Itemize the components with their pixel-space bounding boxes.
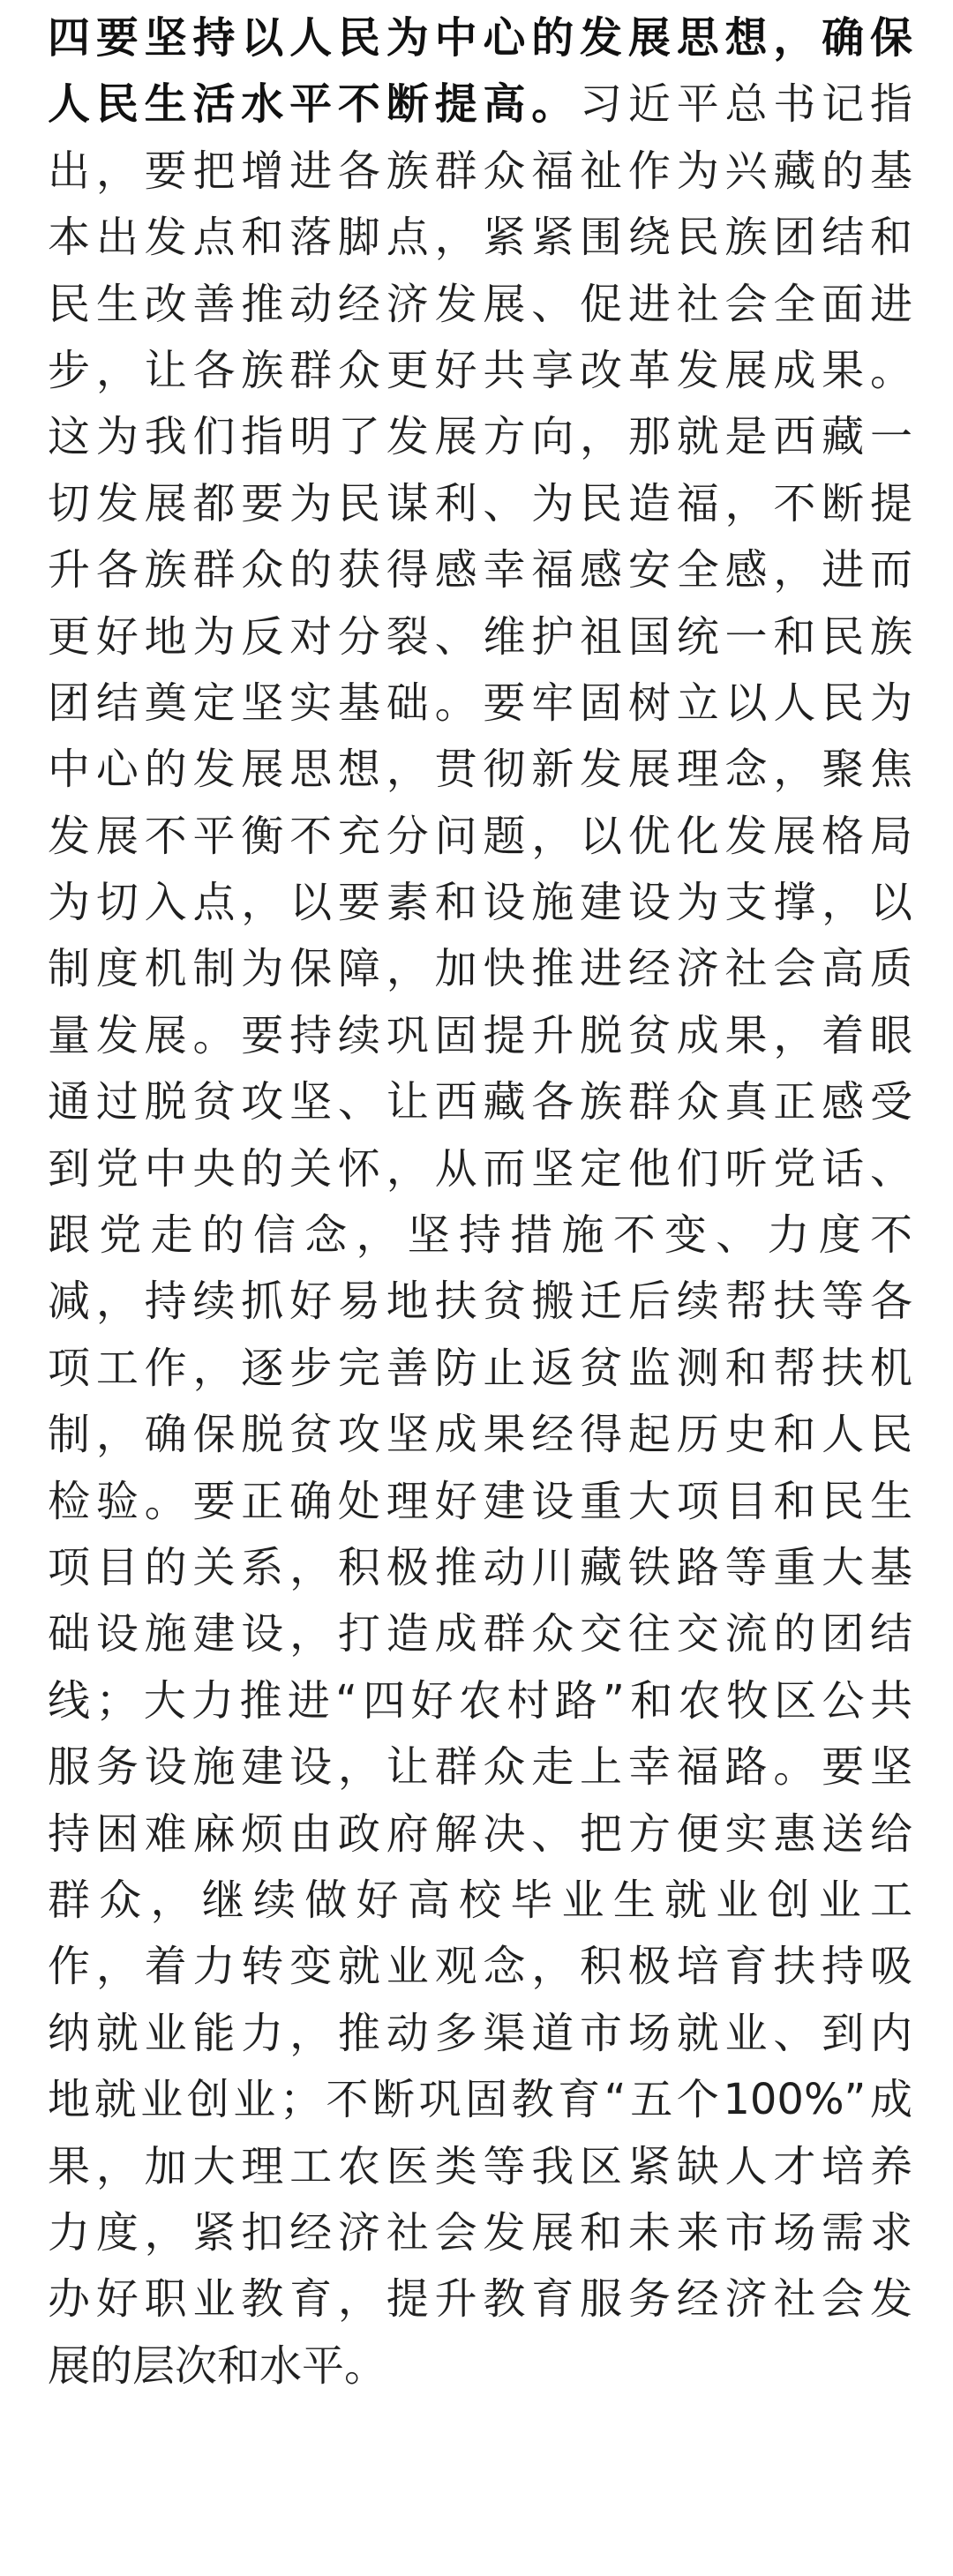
text-line (48, 1202, 912, 1269)
text-line (48, 2266, 912, 2333)
text-line (48, 272, 912, 338)
body-text: 量发展。要持续巩固提升脱贫成果，着眼 (48, 1010, 912, 1060)
body-text: 步，让各族群众更好共享改革发展成果。 (48, 345, 912, 395)
text-line (48, 1136, 912, 1202)
body-text: 纳就业能力，推动多渠道市场就业、到内 (48, 2008, 912, 2058)
text-line (48, 2200, 912, 2266)
body-text: 跟党走的信念，坚持措施不变、力度不 (48, 1210, 912, 1261)
body-text: 通过脱贫攻坚、让西藏各族群众真正感受 (48, 1077, 912, 1127)
body-text: 切发展都要为民谋利、为民造福，不断提 (48, 478, 912, 528)
body-text: 展的层次和水平。 (48, 2340, 387, 2391)
body-text: 制度机制为保障，加快推进经济社会高质 (48, 944, 912, 994)
text-line (48, 604, 912, 670)
body-text: 力度，紧扣经济社会发展和未来市场需求 (48, 2207, 912, 2258)
text-line (48, 870, 912, 936)
text-line (48, 1934, 912, 2000)
body-text: 作，着力转变就业观念，积极培育扶持吸 (48, 1942, 912, 1992)
body-text: 线；大力推进“四好农村路”和农牧区公共 (48, 1675, 912, 1726)
text-line (48, 804, 912, 870)
text-line (48, 139, 912, 205)
text-line (48, 1402, 912, 1468)
text-line (48, 2333, 912, 2400)
text-line (48, 1801, 912, 1868)
body-text: 办好职业教育，提升教育服务经济社会发 (48, 2274, 912, 2325)
body-text: 本出发点和落脚点，紧紧围绕民族团结和 (48, 213, 912, 263)
body-text: 服务设施建设，让群众走上幸福路。要坚 (48, 1742, 912, 1793)
body-text: 群众，继续做好高校毕业生就业创业工 (48, 1875, 912, 1925)
body-text: 础设施建设，打造成群众交往交流的团结 (48, 1609, 912, 1659)
body-text: 团结奠定坚实基础。要牢固树立以人民为 (48, 678, 912, 728)
body-text: 中心的发展思想，贯彻新发展理念，聚焦 (48, 745, 912, 795)
body-text: 持困难麻烦由政府解决、把方便实惠送给 (48, 1808, 912, 1859)
text-line (48, 670, 912, 737)
text-line (48, 537, 912, 603)
body-text: 项工作，逐步完善防止返贫监测和帮扶机 (48, 1343, 912, 1393)
text-line (48, 737, 912, 803)
body-text: 升各族群众的获得感幸福感安全感，进而 (48, 545, 912, 595)
text-line (48, 5, 912, 71)
text-line (48, 1668, 912, 1734)
body-text: 到党中央的关怀，从而坚定他们听党话、 (48, 1143, 912, 1194)
text-line (48, 1601, 912, 1667)
text-line (48, 1269, 912, 1335)
text-line (48, 936, 912, 1002)
body-text: 地就业创业；不断巩固教育“五个100%”成 (48, 2075, 912, 2125)
text-line (48, 2067, 912, 2133)
body-text: 发展不平衡不充分问题，以优化发展格局 (48, 811, 912, 861)
text-line (48, 2134, 912, 2200)
body-text: 习近平总书记指 (580, 79, 912, 130)
text-line (48, 1868, 912, 1934)
body-text: 这为我们指明了发展方向，那就是西藏一 (48, 412, 912, 462)
body-text: 减，持续抓好易地扶贫搬迁后续帮扶等各 (48, 1277, 912, 1327)
body-text: 更好地为反对分裂、维护祖国统一和民族 (48, 611, 912, 662)
text-line (48, 471, 912, 537)
text-line (48, 1003, 912, 1069)
text-line (48, 1535, 912, 1601)
body-text: 为切入点，以要素和设施建设为支撑，以 (48, 878, 912, 928)
body-text: 出，要把增进各族群众福祉作为兴藏的基 (48, 146, 912, 196)
text-line (48, 1336, 912, 1402)
article-body (48, 5, 912, 2400)
bold-heading: 人民生活水平不断提高。 (48, 79, 581, 130)
text-line (48, 1734, 912, 1801)
text-line (48, 2001, 912, 2067)
body-text: 项目的关系，积极推动川藏铁路等重大基 (48, 1542, 912, 1592)
body-text: 果，加大理工农医类等我区紧缺人才培养 (48, 2141, 912, 2191)
text-line (48, 404, 912, 470)
bold-heading: 四要坚持以人民为中心的发展思想，确保 (48, 13, 912, 63)
body-text: 民生改善推动经济发展、促进社会全面进 (48, 279, 912, 329)
text-line (48, 1469, 912, 1535)
text-line (48, 71, 912, 138)
body-text: 制，确保脱贫攻坚成果经得起历史和人民 (48, 1410, 912, 1460)
text-line (48, 205, 912, 271)
text-line (48, 338, 912, 404)
body-text: 检验。要正确处理好建设重大项目和民生 (48, 1476, 912, 1526)
text-line (48, 1069, 912, 1135)
